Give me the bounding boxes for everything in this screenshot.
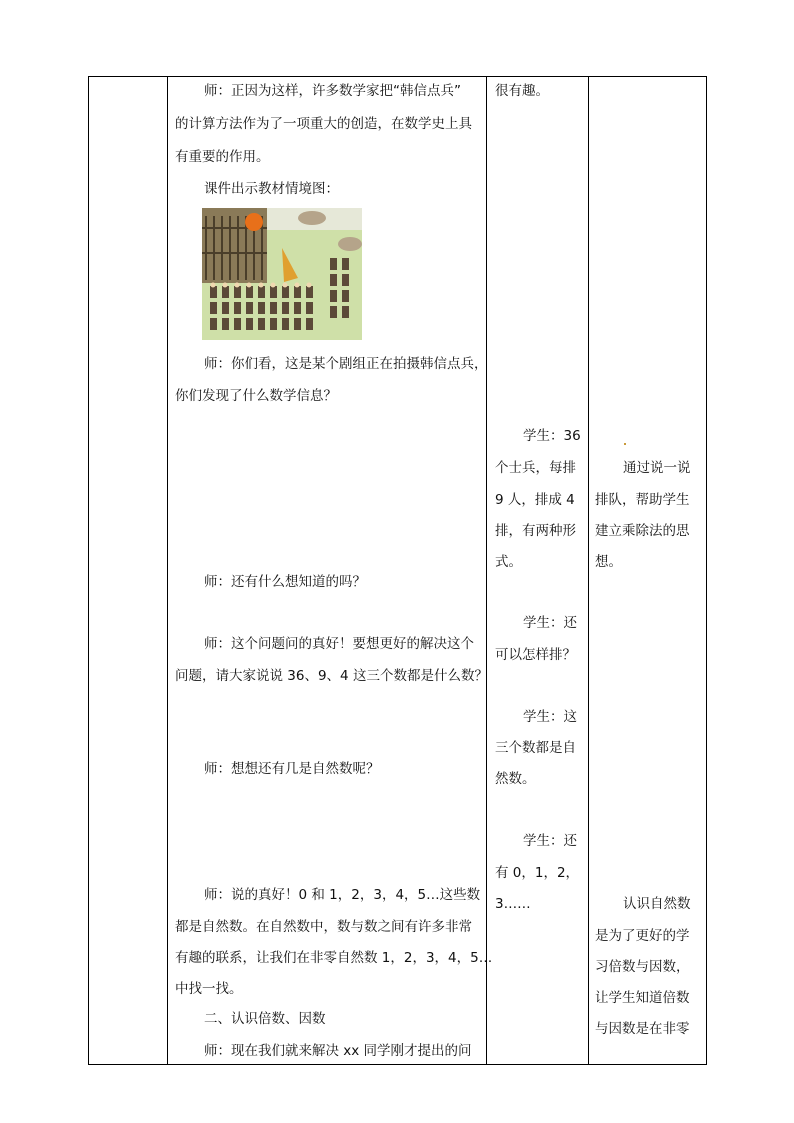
student-line-6: 式。 <box>495 554 522 570</box>
student-line-1: 很有趣。 <box>495 83 549 99</box>
intent-line-8: 让学生知道倍数 <box>595 990 690 1006</box>
intent-line-1: 通过说一说 <box>623 460 691 476</box>
intent-line-7: 习倍数与因数， <box>595 959 690 975</box>
column-divider-3 <box>588 77 589 1064</box>
teacher-line-4: 课件出示教材情境图： <box>204 181 339 197</box>
teacher-line-10: 师：想想还有几是自然数呢？ <box>204 761 380 777</box>
intent-line-6: 是为了更好的学 <box>595 928 690 944</box>
student-line-12: 学生：还 <box>523 833 577 849</box>
student-line-4: 9 人，排成 4 <box>495 492 575 508</box>
student-line-2: 学生：36 <box>523 428 581 444</box>
han-xin-soldiers-illustration <box>202 208 362 340</box>
stray-dot <box>624 443 626 445</box>
intent-line-9: 与因数是在非零 <box>595 1021 690 1037</box>
intent-line-5: 认识自然数 <box>623 896 691 912</box>
teacher-line-13: 有趣的联系，让我们在非零自然数 1，2，3，4，5… <box>175 950 493 966</box>
teacher-line-11: 师：说的真好！0 和 1，2，3，4，5…这些数 <box>204 887 481 903</box>
intent-line-2: 排队，帮助学生 <box>595 492 690 508</box>
teacher-line-5: 师：你们看，这是某个剧组正在拍摄韩信点兵， <box>204 356 488 372</box>
column-divider-1 <box>167 77 168 1064</box>
teacher-line-7: 师：还有什么想知道的吗？ <box>204 574 366 590</box>
student-line-13: 有 0，1，2， <box>495 865 580 881</box>
intent-line-4: 想。 <box>595 554 622 570</box>
teacher-line-6: 你们发现了什么数学信息？ <box>175 388 337 404</box>
intent-line-3: 建立乘除法的思 <box>595 523 690 539</box>
teacher-line-2: 的计算方法作为了一项重大的创造，在数学史上具 <box>175 116 472 132</box>
student-line-14: 3…… <box>495 896 531 912</box>
student-line-8: 可以怎样排？ <box>495 647 576 663</box>
teacher-line-9: 问题，请大家说说 36、9、4 这三个数都是什么数？ <box>175 668 488 684</box>
student-line-5: 排，有两种形 <box>495 523 576 539</box>
teacher-line-1: 师：正因为这样，许多数学家把“韩信点兵” <box>204 83 461 99</box>
teacher-line-8: 师：这个问题问的真好！要想更好的解决这个 <box>204 636 474 652</box>
student-line-7: 学生：还 <box>523 615 577 631</box>
student-line-9: 学生：这 <box>523 709 577 725</box>
teacher-line-12: 都是自然数。在自然数中，数与数之间有许多非常 <box>175 919 472 935</box>
student-line-11: 然数。 <box>495 771 536 787</box>
student-line-10: 三个数都是自 <box>495 740 576 756</box>
teacher-line-14: 中找一找。 <box>175 981 243 997</box>
student-line-3: 个士兵，每排 <box>495 460 576 476</box>
teacher-line-15: 二、认识倍数、因数 <box>204 1011 326 1027</box>
lesson-table <box>88 76 707 1065</box>
column-divider-2 <box>486 77 487 1064</box>
teacher-line-3: 有重要的作用。 <box>175 149 270 165</box>
teacher-line-16: 师：现在我们就来解决 xx 同学刚才提出的问 <box>204 1043 472 1059</box>
